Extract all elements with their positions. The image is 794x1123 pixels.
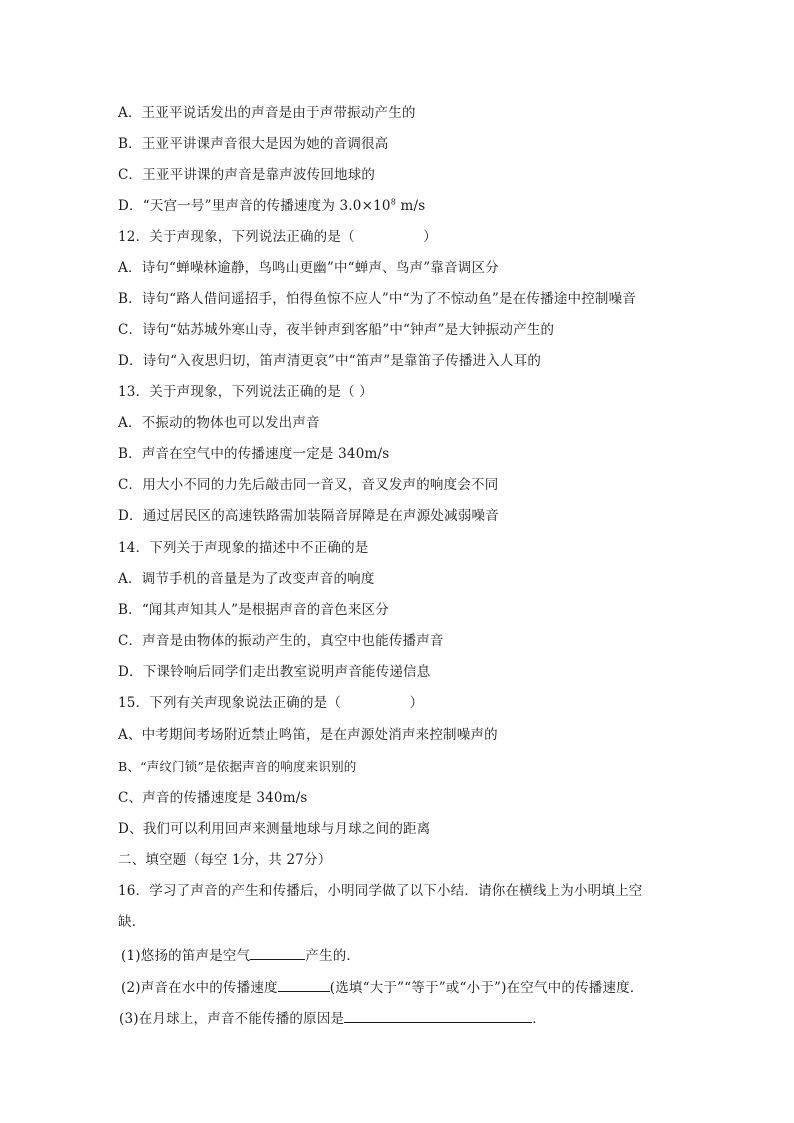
q12-option-a: A．诗句“蝉噪林逾静，鸟鸣山更幽”中“蝉声、鸟声”靠音调区分 [118,260,499,276]
q12-option-b: B．诗句“路人借问遥招手，怕得鱼惊不应人”中“为了不惊动鱼”是在传播途中控制噪音 [118,291,637,307]
q13-option-d: D．通过居民区的高速铁路需加装隔音屏障是在声源处减弱噪音 [118,508,499,524]
q14-stem: 14．下列关于声现象的描述中不正确的是 [118,540,369,556]
q13-option-c: C．用大小不同的力先后敲击同一音叉，音叉发声的响度会不同 [118,477,499,493]
q11-option-b: B．王亚平讲课声音很大是因为她的音调很高 [118,136,389,152]
q16-part3-prefix: (3)在月球上，声音不能传播的原因是 [119,1011,345,1027]
q15-option-b: B、“声纹门锁”是依据声音的响度来识别的 [118,759,357,774]
q12-stem: 12．关于声现象，下列说法正确的是（ ） [118,229,437,245]
q15-stem: 15．下列有关声现象说法正确的是（ ） [118,695,424,711]
q11-option-a: A．王亚平说话发出的声音是由于声带振动产生的 [118,105,416,121]
q11-option-d-exponent: 8 [390,197,396,207]
q11-option-d-text: D．“天宫一号”里声音的传播速度为 3.0×10 [118,198,391,214]
q16-part2-prefix: (2)声音在水中的传播速度 [121,980,278,996]
q11-option-c: C．王亚平讲课的声音是靠声波传回地球的 [118,167,376,183]
q13-option-a: A．不振动的物体也可以发出声音 [118,415,320,431]
q16-part2 [121,977,644,997]
q16-part2-suffix: (选填“大于”“等于”或“小于”)在空气中的传播速度． [329,980,644,996]
q16-stem-line1: 16．学习了声音的产生和传播后，小明同学做了以下小结．请你在横线上为小明填上空 [118,883,643,899]
q16-part2-blank[interactable] [278,977,330,992]
q15-option-d: D、我们可以利用回声来测量地球与月球之间的距离 [118,821,431,837]
q13-stem: 13．关于声现象，下列说法正确的是（ ） [118,384,373,400]
q16-stem-line2: 缺． [118,914,146,930]
q14-option-a: A．调节手机的音量是为了改变声音的响度 [118,571,375,587]
q13-option-b: B．声音在空气中的传播速度一定是 340m/s [118,446,390,462]
q16-part1 [121,945,360,965]
q16-part3-blank[interactable] [344,1008,532,1023]
q12-option-d: D．诗句“入夜思归切，笛声清更哀”中“笛声”是靠笛子传播进入人耳的 [118,353,542,369]
q16-part1-prefix: (1)悠扬的笛声是空气 [121,948,251,964]
q16-part3-suffix: ． [532,1011,546,1027]
q15-option-c: C、声音的传播速度是 340m/s [118,790,308,806]
q11-option-d-unit: m/s [395,198,426,214]
q11-option-d [118,197,425,215]
q16-part1-suffix: 产生的． [305,948,361,964]
q16-part3 [119,1008,546,1028]
q15-option-a: A、中考期间考场附近禁止鸣笛，是在声源处消声来控制噪声的 [118,727,498,743]
q16-part1-blank[interactable] [250,945,305,960]
q14-option-b: B．“闻其声知其人”是根据声音的音色来区分 [118,602,389,618]
q14-option-d: D．下课铃响后同学们走出教室说明声音能传递信息 [118,664,431,680]
section-title: 二、填空题（每空 1分，共 27分） [118,852,332,868]
q14-option-c: C．声音是由物体的振动产生的，真空中也能传播声音 [118,633,444,649]
q12-option-c: C．诗句“姑苏城外寒山寺，夜半钟声到客船”中“钟声”是大钟振动产生的 [118,322,555,338]
